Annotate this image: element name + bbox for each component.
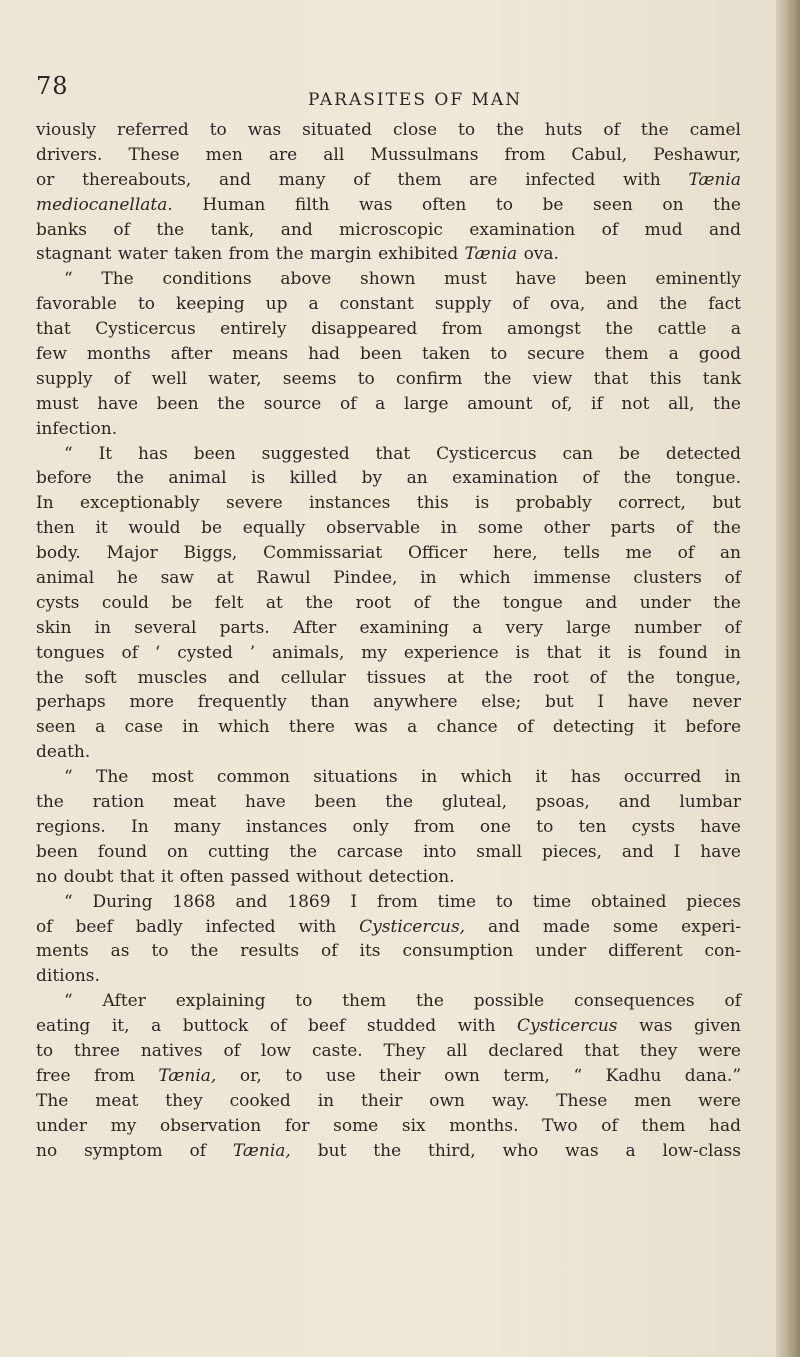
text-span: ova. — [517, 244, 559, 265]
text-line: tongues of ‘ cysted ’ animals, my experience is that it is found in — [36, 642, 741, 663]
text-line: skin in several parts. After examining a very large number of — [36, 617, 741, 638]
text-line — [36, 1064, 741, 1089]
text-line: body. Major Biggs, Commissariat Officer here, tells me of an — [36, 543, 741, 564]
text-span: or thereabouts, and many of them are infected with — [36, 169, 689, 190]
text-line: must have been the source of a large amount of, if not all, the — [36, 393, 741, 414]
text-line: the soft muscles and cellular tissues at the root of the tongue, — [36, 667, 741, 688]
text-line: supply of well water, seems to confirm the view that this tank — [36, 368, 741, 389]
text-line: no doubt that it often passed without detection. — [36, 866, 455, 887]
text-span: eating it, a buttock of beef studded with — [36, 1016, 517, 1037]
text-line: cysts could be felt at the root of the tongue and under the — [36, 592, 741, 613]
text-line: animal he saw at Rawul Pindee, in which immense clusters of — [36, 568, 741, 589]
text-line: “ The most common situations in which it has occurred in — [64, 767, 741, 788]
text-line: been found on cutting the carcase into small pieces, and I have — [36, 841, 741, 862]
italic-term: Tænia, — [158, 1065, 217, 1086]
italic-term: Tænia — [464, 244, 518, 265]
text-line: seen a case in which there was a chance of detecting it before — [36, 717, 741, 738]
italic-term: Tænia — [688, 169, 741, 190]
text-line: perhaps more frequently than anywhere else; but I have never — [36, 692, 741, 713]
text-line: then it would be equally observable in some other parts of the — [36, 518, 741, 539]
italic-term: Cysticercus, — [359, 916, 466, 937]
text-line: ments as to the results of its consumption under different con- — [36, 941, 741, 962]
body-text — [36, 118, 741, 1163]
text-span: was given — [617, 1016, 741, 1037]
text-span: but the third, who was a low-class — [290, 1140, 741, 1161]
text-line — [36, 915, 741, 940]
text-line — [36, 168, 741, 193]
italic-term: mediocanellata. — [36, 194, 173, 215]
text-line — [36, 242, 741, 267]
page-edge-shadow — [776, 0, 800, 1357]
text-line: regions. In many instances only from one to ten cysts have — [36, 816, 741, 837]
text-line: drivers. These men are all Mussulmans from Cabul, Peshawur, — [36, 144, 741, 165]
text-line: the ration meat have been the gluteal, psoas, and lumbar — [36, 792, 741, 813]
running-head: PARASITES OF MAN — [308, 90, 523, 110]
text-span: and made some experi- — [465, 916, 741, 937]
text-line: under my observation for some six months. Two of them had — [36, 1115, 741, 1136]
text-line: “ The conditions above shown must have been eminently — [64, 269, 741, 290]
text-span: no symptom of — [36, 1140, 233, 1161]
text-line: favorable to keeping up a constant supply of ova, and the fact — [36, 294, 741, 315]
text-line: infection. — [36, 418, 118, 439]
text-line — [36, 1139, 741, 1164]
text-line: “ After explaining to them the possible consequences of — [64, 991, 741, 1012]
text-span: stagnant water taken from the margin exhibited — [36, 244, 465, 265]
text-line: banks of the tank, and microscopic examination of mud and — [36, 219, 741, 240]
text-line: to three natives of low caste. They all declared that they were — [36, 1040, 741, 1061]
text-line — [36, 1014, 741, 1039]
text-line: death. — [36, 742, 91, 763]
text-line: that Cysticercus entirely disappeared from amongst the cattle a — [36, 319, 741, 340]
text-span: free from — [36, 1065, 159, 1086]
text-line: “ During 1868 and 1869 I from time to time obtained pieces — [64, 891, 741, 912]
text-span: of beef badly infected with — [36, 916, 360, 937]
italic-term: Cysticercus — [517, 1016, 618, 1037]
text-line: before the animal is killed by an examination of the tongue. — [36, 468, 741, 489]
text-line: few months after means had been taken to secure them a good — [36, 344, 741, 365]
text-span: Human filth was often to be seen on the — [172, 194, 741, 215]
text-line — [36, 193, 741, 218]
text-line: The meat they cooked in their own way. These men were — [36, 1090, 741, 1111]
text-line: In exceptionably severe instances this is probably correct, but — [36, 493, 741, 514]
text-line: “ It has been suggested that Cysticercus can be detected — [64, 443, 741, 464]
text-line: ditions. — [36, 966, 100, 987]
text-span: or, to use their own term, “ Kadhu dana.” — [216, 1065, 742, 1086]
page-number: 78 — [36, 72, 69, 100]
italic-term: Tænia, — [232, 1140, 291, 1161]
text-line: viously referred to was situated close to the huts of the camel — [36, 120, 741, 140]
